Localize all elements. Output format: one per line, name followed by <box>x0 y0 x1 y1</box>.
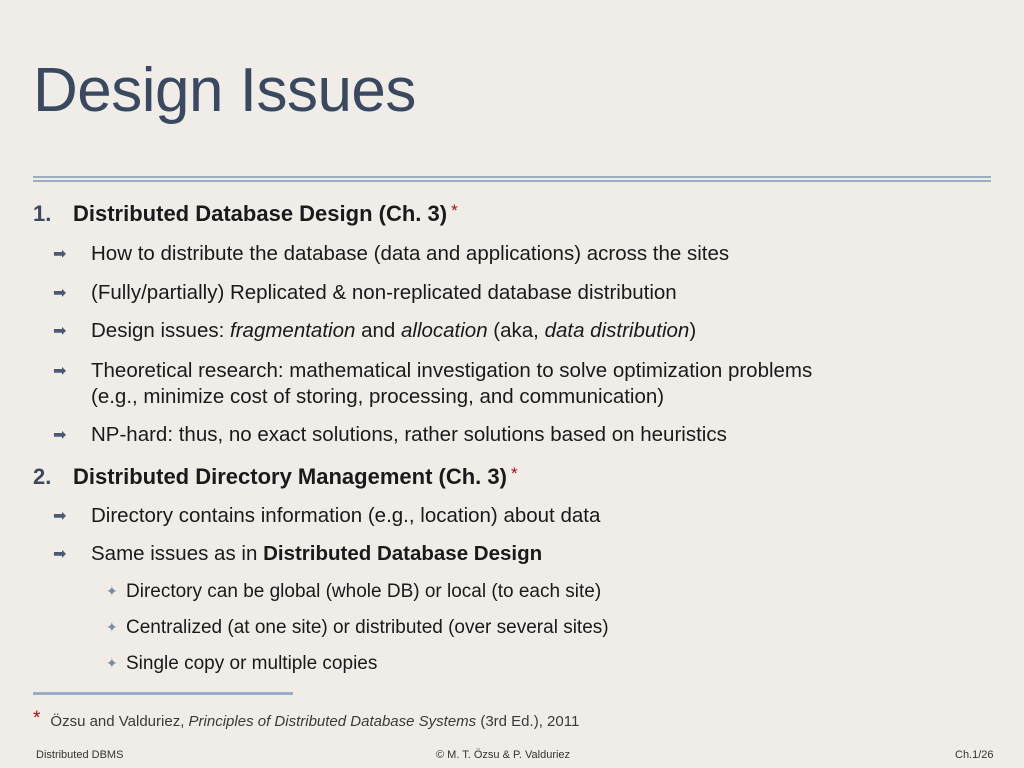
reference-footnote: * Özsu and Valduriez, Principles of Distributed Database Systems (3rd Ed.), 2011 <box>33 708 580 730</box>
bullet-text: NP-hard: thus, no exact solutions, rather solutions based on heuristics <box>91 423 727 446</box>
bullet <box>53 241 730 268</box>
bullet <box>53 541 543 568</box>
arrow-bullet-icon: ➡ <box>53 246 67 263</box>
sub-bullet-text: Centralized (at one site) or distributed (over several sites) <box>126 617 609 638</box>
arrow-bullet-icon: ➡ <box>53 323 67 340</box>
heading-text: Distributed Directory Management (Ch. 3) <box>73 464 507 489</box>
footnote-star: * <box>33 708 41 729</box>
bullet-text: How to distribute the database (data and applications) across the sites <box>91 242 730 265</box>
four-point-star-bullet-icon: ✦ <box>106 619 118 635</box>
sub-bullet <box>106 579 601 604</box>
item-1-heading <box>33 201 458 227</box>
footer-center: © M. T. Özsu & P. Valduriez <box>436 749 571 761</box>
four-point-star-bullet-icon: ✦ <box>106 655 118 671</box>
sub-bullet <box>106 615 609 640</box>
bullet <box>53 422 727 449</box>
slide-title: Design Issues <box>33 56 416 125</box>
footnote-star: * <box>510 464 518 483</box>
footnote-divider <box>33 692 293 695</box>
footnote-star: * <box>451 201 458 220</box>
bullet <box>53 358 813 385</box>
bullet-text: (e.g., minimize cost of storing, processing, and communication) <box>91 385 665 408</box>
book-title: Principles of Distributed Database Systems <box>188 713 477 730</box>
four-point-star-bullet-icon: ✦ <box>106 583 118 599</box>
heading-text: Distributed Database Design (Ch. 3) <box>73 201 448 226</box>
item-number: 1. <box>33 201 52 226</box>
arrow-bullet-icon: ➡ <box>53 508 67 525</box>
bullet <box>53 503 601 530</box>
slide-number: Ch.1/26 <box>955 749 994 761</box>
arrow-bullet-icon: ➡ <box>53 427 67 444</box>
bullet-text: Design issues: fragmentation and allocation (aka, data distribution) <box>91 319 697 342</box>
bullet-text: Directory contains information (e.g., location) about data <box>91 504 601 527</box>
sub-bullet <box>106 651 377 676</box>
item-number: 2. <box>33 464 52 489</box>
sub-bullet-text: Single copy or multiple copies <box>126 653 378 674</box>
bullet-text: Same issues as in Distributed Database Design <box>91 542 543 565</box>
bullet-text: Theoretical research: mathematical investigation to solve optimization problems <box>91 359 813 382</box>
item-2-heading <box>33 464 518 490</box>
bullet <box>53 318 697 345</box>
sub-bullet-text: Directory can be global (whole DB) or local (to each site) <box>126 581 602 602</box>
arrow-bullet-icon: ➡ <box>53 285 67 302</box>
arrow-bullet-icon: ➡ <box>53 546 67 563</box>
title-divider <box>33 176 991 182</box>
footer-left: Distributed DBMS <box>36 749 124 761</box>
arrow-bullet-icon: ➡ <box>53 363 67 380</box>
bullet-text: (Fully/partially) Replicated & non-replicated database distribution <box>91 281 677 304</box>
bullet <box>53 280 677 307</box>
